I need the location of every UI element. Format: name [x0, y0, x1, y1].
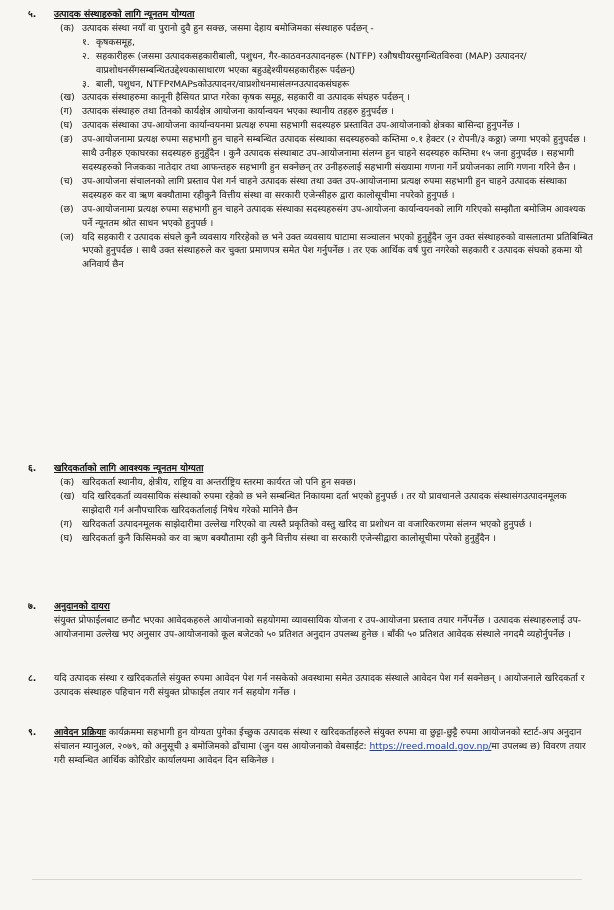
item-label: (क) [60, 22, 75, 34]
sub-item-text: कृषकसमूह, [96, 36, 135, 48]
sub-item [82, 50, 594, 78]
section-7 [28, 600, 594, 642]
item-label: (घ) [60, 120, 73, 132]
item-text: उत्पादक संस्थाहरुमा कानूनी हैसियत प्राप्त गरेका कृषक समूह, सहकारी वा उत्पादक संघहरु पर्दछन् । [82, 92, 410, 104]
item-text: उप-आयोजनामा प्रत्यक्ष रुपमा सहभागी हुन चाहने उत्पादक संस्थाका सदस्यहरुसंग उप-आयोजना कार्यान्वयनको लागि गरिएको सम्झौता बमोजिम आवश्यक पर्ने न्यूनतम श्रोत साधन भएको हुनुपर्छ । [82, 203, 586, 229]
footer-divider [32, 879, 582, 880]
section-number: ६. [28, 463, 37, 474]
item-label: (ङ) [60, 134, 74, 146]
item-label: (क) [60, 476, 75, 488]
section-6 [28, 462, 594, 545]
list-item [60, 91, 594, 105]
item-label: (घ) [60, 532, 73, 544]
item-label: (छ) [60, 203, 74, 215]
section-5 [28, 8, 594, 272]
section-paragraph [54, 726, 594, 768]
sub-item [82, 78, 594, 92]
list-item [60, 532, 594, 546]
item-label: (ख) [60, 490, 75, 502]
sub-item-text: बाली, पशुधन, NTFPरMAPsकोउत्पादनर/वाप्रशोधनमासंलग्नउत्पादकसंघहरू [96, 78, 350, 90]
list-item [60, 231, 594, 273]
list-item [60, 490, 594, 518]
section-paragraph: संयुक्त प्रोफाईलबाट छनौट भएका आवेदकहरुले आयोजनाको सहयोगमा व्यावसायिक योजना र उप-आयोजना प्रस्ताव तयार गर्नेपर्नेछ । उत्पादक संस्थाहरुलाई उप-आयोजनामा उल्लेख भए अनुसार उप-आयोजनाको कूल बजेटको ५० प्रतिशत अनुदान उपलब्ध हुनेछ । बाँकी ५० प्रतिशत आवेदक संस्थाले नगदमै व्यहोर्नुपर्नेछ । [54, 614, 582, 640]
section-title: आवेदन प्रक्रियाः [54, 727, 106, 738]
list-item [60, 119, 594, 133]
section-title: उत्पादक संस्थाहरुको लागि न्यूनतम योग्यता [54, 9, 195, 20]
item-text: खरिदकर्ता कुनै किसिमको कर वा ऋण बक्यौतामा रही कुनै वित्तीय संस्था वा सरकारी एजेन्सीद्वारा कालोसूचीमा परेको हुनुहुँदैन । [82, 532, 497, 544]
item-label: (ग) [60, 106, 73, 118]
item-label: (ख) [60, 92, 75, 104]
section-number: ९. [28, 727, 37, 738]
item-text: यदि खरिदकर्ता व्यवसायिक संस्थाको रुपमा रहेको छ भने सम्बन्धित निकायमा दर्ता भएको हुनुपर्छ । तर यो प्रावधानले उत्पादक संस्थासंगउत्पादनमूलक साझेदारी गर्न अनौपचारिक खरिदकर्तालाई निषेध गरेको मानिने छैन [82, 490, 567, 516]
list-item [60, 133, 594, 175]
item-text: उप-आयोजनामा प्रत्यक्ष रुपमा सहभागी हुन चाहने सम्बन्धित उत्पादक संस्थाका सदस्यहरुको कम्तिमा ०.१ हेक्टर (२ रोपनी/३ कठ्ठा) जग्गा भएको हुनुपर्दछ । साथै उनीहरु एकाघरका सदस्यहरु हुनुहुँदैन । कुनै उत्पादक संस्थाबाट उप-आयोजनामा संलग्न हुन चाहने सदस्यहरु कम्तिमा १५ जना हुनुपर्दछ । सहभागी सदस्यहरुको निजकका नातेदार तथा आफन्तहरु सहभागी हुन सक्नेछन् तर उनीहरुलाई सहभागी संख्यामा गणना गर्ने प्रयोजनका लागि गणना गरिने छैन । [82, 134, 587, 173]
item-text: उप-आयोजना संचालनको लागि प्रस्ताव पेश गर्न चाहने उत्पादक संस्था तथा उक्त उप-आयोजनामा प्रत्यक्ष रुपमा सहभागी हुन चाहने उत्पादक संस्थाका सदस्यहरु कर वा ऋण बक्यौतामा रहीकुनै वित्तीय संस्था वा सरकारी एजेन्सीहरु द्वारा कालोसूचीमा नपरेको हुनुपर्छ । [82, 175, 567, 201]
website-link[interactable]: https://reed.moald.gov.np/ [369, 740, 492, 752]
section-text-part-b: मा उपलब्ध छ) विवरण तयार गरी सम्वन्धित आर्थिक कोरिडोर कार्यालयमा आवेदन दिन सकिनेछ । [54, 740, 586, 766]
section-7-heading [28, 600, 594, 614]
list-item [60, 203, 594, 231]
producer-type-list [60, 36, 594, 92]
section-9-row [28, 726, 594, 768]
section-8 [28, 672, 594, 700]
list-item [60, 22, 594, 36]
sub-item-number: १. [82, 36, 90, 48]
list-item [60, 105, 594, 119]
section-5-heading [28, 8, 594, 22]
item-text: यदि सहकारी र उत्पादक संघले कुनै व्यवसाय गरिरहेको छ भने उक्त व्यवसाय घाटामा सञ्चालन भएको हुनुहुँदैन जुन उक्त संस्थाहरुको वासलातमा प्रतिबिम्बित भएको हुनुपर्दछ । साथै उक्त संस्थाहरुले कर चुक्ता प्रमाणपत्र समेत पेश गर्नुपर्नेछ । तर एक आर्थिक वर्ष पुरा नगरेको सहकारी र उत्पादक संघको हकमा यो अनिवार्य छैन [82, 231, 594, 271]
list-item [60, 175, 594, 203]
section-text-part-a: कार्यक्रममा सहभागी हुन योग्यता पुगेका ईच्छुक उत्पादक संस्था र खरिदकर्ताहरुले संयुक्त रुपमा वा छुट्टा-छुट्टै रुपमा आयोजनको स्टार्ट-अप अनुदान संचालन म्यानुअल, २०७९, को अनुसूची ३ बमोजिमको ढाँचामा (जुन यस आयोजनाको वेबसाईट: [54, 727, 582, 752]
section-number: ७. [28, 601, 37, 612]
sub-item-number: २. [82, 50, 90, 62]
item-text: खरिदकर्ता स्थानीय, क्षेत्रीय, राष्ट्रिय वा अन्तर्राष्ट्रिय स्तरमा कार्यरत जो पनि हुन सक्छ। [82, 476, 356, 488]
item-label: (ग) [60, 518, 73, 530]
sub-item-text: सहकारीहरू (जसमा उत्पादकसहकारीबाली, पशुधन, गैर-काठवनउत्पादनहरू (NTFP) रऔषधीयरसुगन्धितविरुवा (MAP) उत्पादनर/वाप्रशोधनसँगसम्बन्धितउद्देश्यकासाधारण भएका बहुउद्देश्यीयसहकारीहरू पर्दछन्) [96, 50, 527, 76]
section-6-heading [28, 462, 594, 476]
section-title: अनुदानको दायरा [54, 601, 110, 612]
list-item [60, 476, 594, 490]
item-text: खरिदकर्ता उत्पादनमूलक साझेदारीमा उल्लेख गरिएको वा त्यस्तै प्रकृतिको वस्तु खरिद वा प्रशोधन वा वजारिकरणमा संलग्न भएको हुनुपर्छ । [82, 518, 532, 530]
section-number: ८. [28, 673, 37, 684]
section-paragraph: यदि उत्पादक संस्था र खरिदकर्ताले संयुक्त रुपमा आवेदन पेश गर्न नसकेको अवस्थामा समेत उत्पादक संस्थाले आवेदन पेश गर्न सक्नेछन् । आयोजनाले खरिदकर्ता र उत्पादक संस्थाहरु पहिचान गरी संयुक्त प्रोफाईल तयार गर्न सहयोग गर्नेछ । [54, 673, 585, 698]
section-title: खरिदकर्ताको लागि आवश्यक न्यूनतम योग्यता [54, 463, 204, 474]
section-9 [28, 726, 594, 768]
sub-item [82, 36, 594, 50]
item-text: उत्पादक संस्था नयाँ वा पुरानो दुवै हुन सक्छ, जसमा देहाय बमोजिमका संस्थाहरु पर्दछन् - [82, 22, 374, 34]
item-label: (च) [60, 175, 74, 187]
item-text: उत्पादक संस्थाहरु तथा तिनको कार्यक्षेत्र आयोजना कार्यान्वयन भएका स्थानीय तहहरु हुनुपर्दछ । [82, 106, 394, 118]
section-8-row [28, 672, 594, 700]
section-number: ५. [28, 9, 37, 20]
list-item [60, 518, 594, 532]
item-text: उत्पादक संस्थाका उप-आयोजना कार्यान्वयनमा प्रत्यक्ष रुपमा सहभागी सदस्यहरु प्रस्तावित उप-आयोजनाको क्षेत्रका बासिन्दा हुनुपर्नेछ । [82, 120, 520, 132]
sub-item-number: ३. [82, 78, 90, 90]
item-label: (ज) [60, 231, 74, 243]
